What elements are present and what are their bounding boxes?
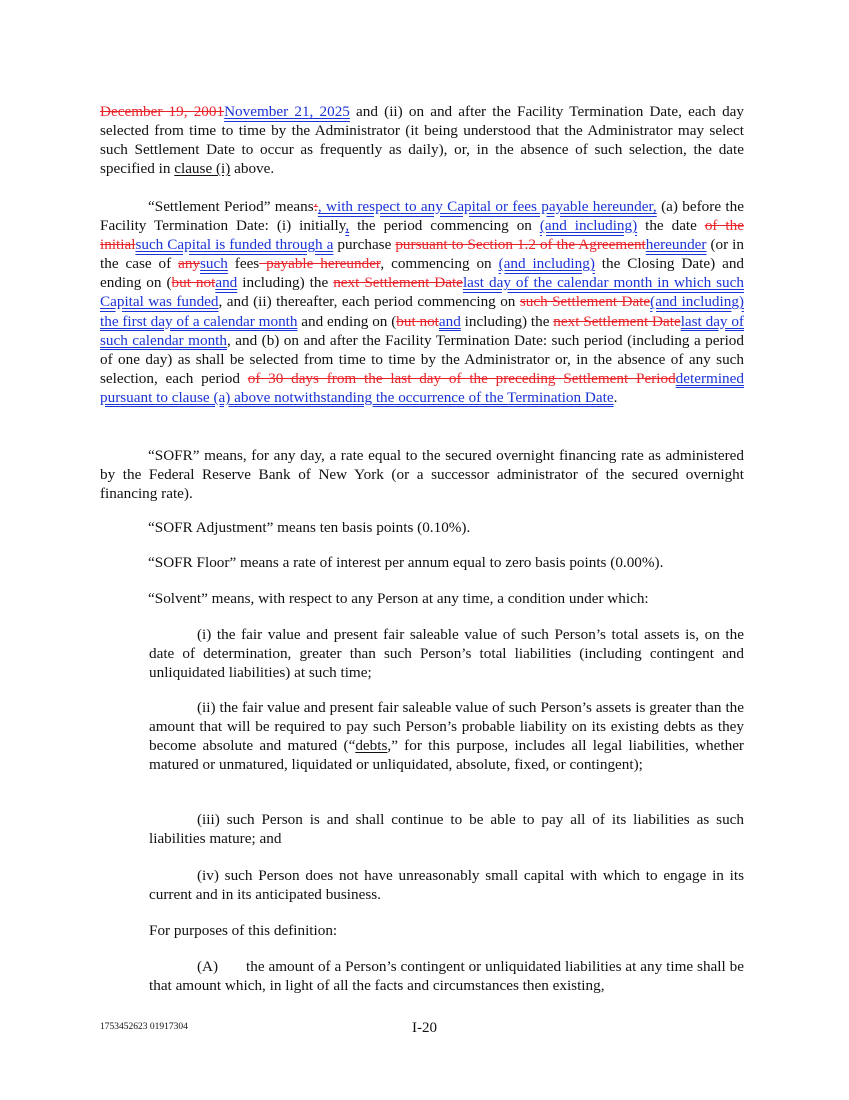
solvent-condition-iv: (iv) such Person does not have unreasonably small capital with which to engage in its current and in its anticipated business. [149, 867, 744, 904]
solvent-condition-i: (i) the fair value and present fair saleable value of such Person’s total assets is, on the date of determination, greater than such Person’s total liabilities (including contingent and unliquidated liabilities) at such time; [149, 626, 744, 682]
paragraph-sofr-floor-definition: “SOFR Floor” means a rate of interest per annum equal to zero basis points (0.00%). [148, 554, 664, 571]
inserted-text: , with respect to any Capital or fees payable hereunder, [317, 198, 657, 215]
inserted-text: , [345, 217, 350, 235]
deleted-text: : [313, 198, 318, 215]
inserted-text: and [215, 274, 238, 292]
subparagraph-a: (A) the amount of a Person’s contingent or unliquidated liabilities at any time shall be that amount which, in light of all the facts and circumstances then existing, [149, 958, 744, 995]
deleted-text: of the initial [100, 217, 744, 254]
solvent-condition-ii: (ii) the fair value and present fair saleable value of such Person’s assets is greater than the amount that will be required to pay such Person’s probable liability on its existing debts as they become absolute and matured (“debts,” for this purpose, includes all legal liabilities, whether matured or unmatured, liquidated or unliquidated, absolute, fixed, or contingent); [149, 699, 744, 774]
deleted-text: but not [171, 274, 216, 292]
inserted-text: such [200, 255, 228, 273]
inserted-text: determined pursuant to clause (a) above notwithstanding the occurrence of the Termination Date [100, 369, 744, 406]
page-number: I-20 [412, 1020, 437, 1036]
clause-reference: clause (i) [174, 160, 231, 178]
inserted-text: (and including) [539, 217, 638, 235]
subparagraph-label: (A) [197, 958, 219, 975]
inserted-text: such Capital is funded through a [135, 236, 334, 254]
document-id: 1753452623 01917304 [100, 1022, 188, 1032]
deleted-text: but not [396, 312, 439, 330]
inserted-text: hereunder [645, 236, 707, 254]
deleted-text: next Settlement Date [333, 274, 463, 292]
deleted-text: December 19, 2001 [100, 103, 225, 120]
paragraph-for-purposes: For purposes of this definition: [149, 922, 338, 939]
inserted-text: last day of such calendar month [100, 312, 744, 349]
inserted-text: and [438, 312, 461, 330]
inserted-text: last day of the calendar month in which such Capital was funded [100, 274, 744, 311]
paragraph-sofr-adjustment-definition: “SOFR Adjustment” means ten basis points (0.10%). [148, 519, 471, 536]
deleted-text: next Settlement Date [553, 312, 681, 330]
deleted-text: any [178, 255, 201, 273]
inserted-text: (and including) the first day of a calendar month [100, 293, 744, 330]
deleted-text: such Settlement Date [519, 293, 651, 311]
paragraph-solvent-definition: “Solvent” means, with respect to any Person at any time, a condition under which: [148, 590, 649, 607]
defined-term: debts [355, 737, 388, 755]
deleted-text: payable hereunder [259, 255, 381, 273]
paragraph-settlement-period-definition: “Settlement Period” means:, with respect to any Capital or fees payable hereunder, (a) before the Facility Termination Date: (i) initially, the period commencing on (and including) the date of the initialsuch Capital is funded through a purchase pursuant to Section 1.2 of the Agreementhereunder (or in the case of anysuch fees payable hereunder, commencing on (and including) the Closing Date) and ending on (but notand including) the next Settlement Datelast day of the calendar month in which such Capital was funded, and (ii) thereafter, each period commencing on such Settlement Date(and including) the first day of a calendar month and ending on (but notand including) the next Settlement Datelast day of such calendar month, and (b) on and after the Facility Termination Date: such period (including a period of one day) as shall be selected from time to time by the Administrator or, in the absence of any such selection, each period of 30 days from the last day of the preceding Settlement Perioddetermined pursuant to clause (a) above notwithstanding the occurrence of the Termination Date. [100, 198, 745, 406]
inserted-text: (and including) [498, 255, 595, 273]
paragraph-settlement-date-continued: December 19, 2001November 21, 2025 and (ii) on and after the Facility Termination Date, each day selected from time to time by the Administrator (it being understood that the Administrator may select such Settlement Date to occur as frequently as daily), or, in the absence of such selection, the date specified in clause (i) above. [100, 103, 744, 178]
inserted-text: November 21, 2025 [224, 103, 350, 120]
paragraph-sofr-definition: “SOFR” means, for any day, a rate equal to the secured overnight financing rate as administered by the Federal Reserve Bank of New York (or a successor administrator of the secured overnight financing rate). [100, 447, 744, 503]
deleted-text: of 30 days from the last day of the preceding Settlement Period [247, 369, 676, 387]
solvent-condition-iii: (iii) such Person is and shall continue to be able to pay all of its liabilities as such liabilities mature; and [149, 811, 744, 848]
deleted-text: pursuant to Section 1.2 of the Agreement [395, 236, 646, 254]
